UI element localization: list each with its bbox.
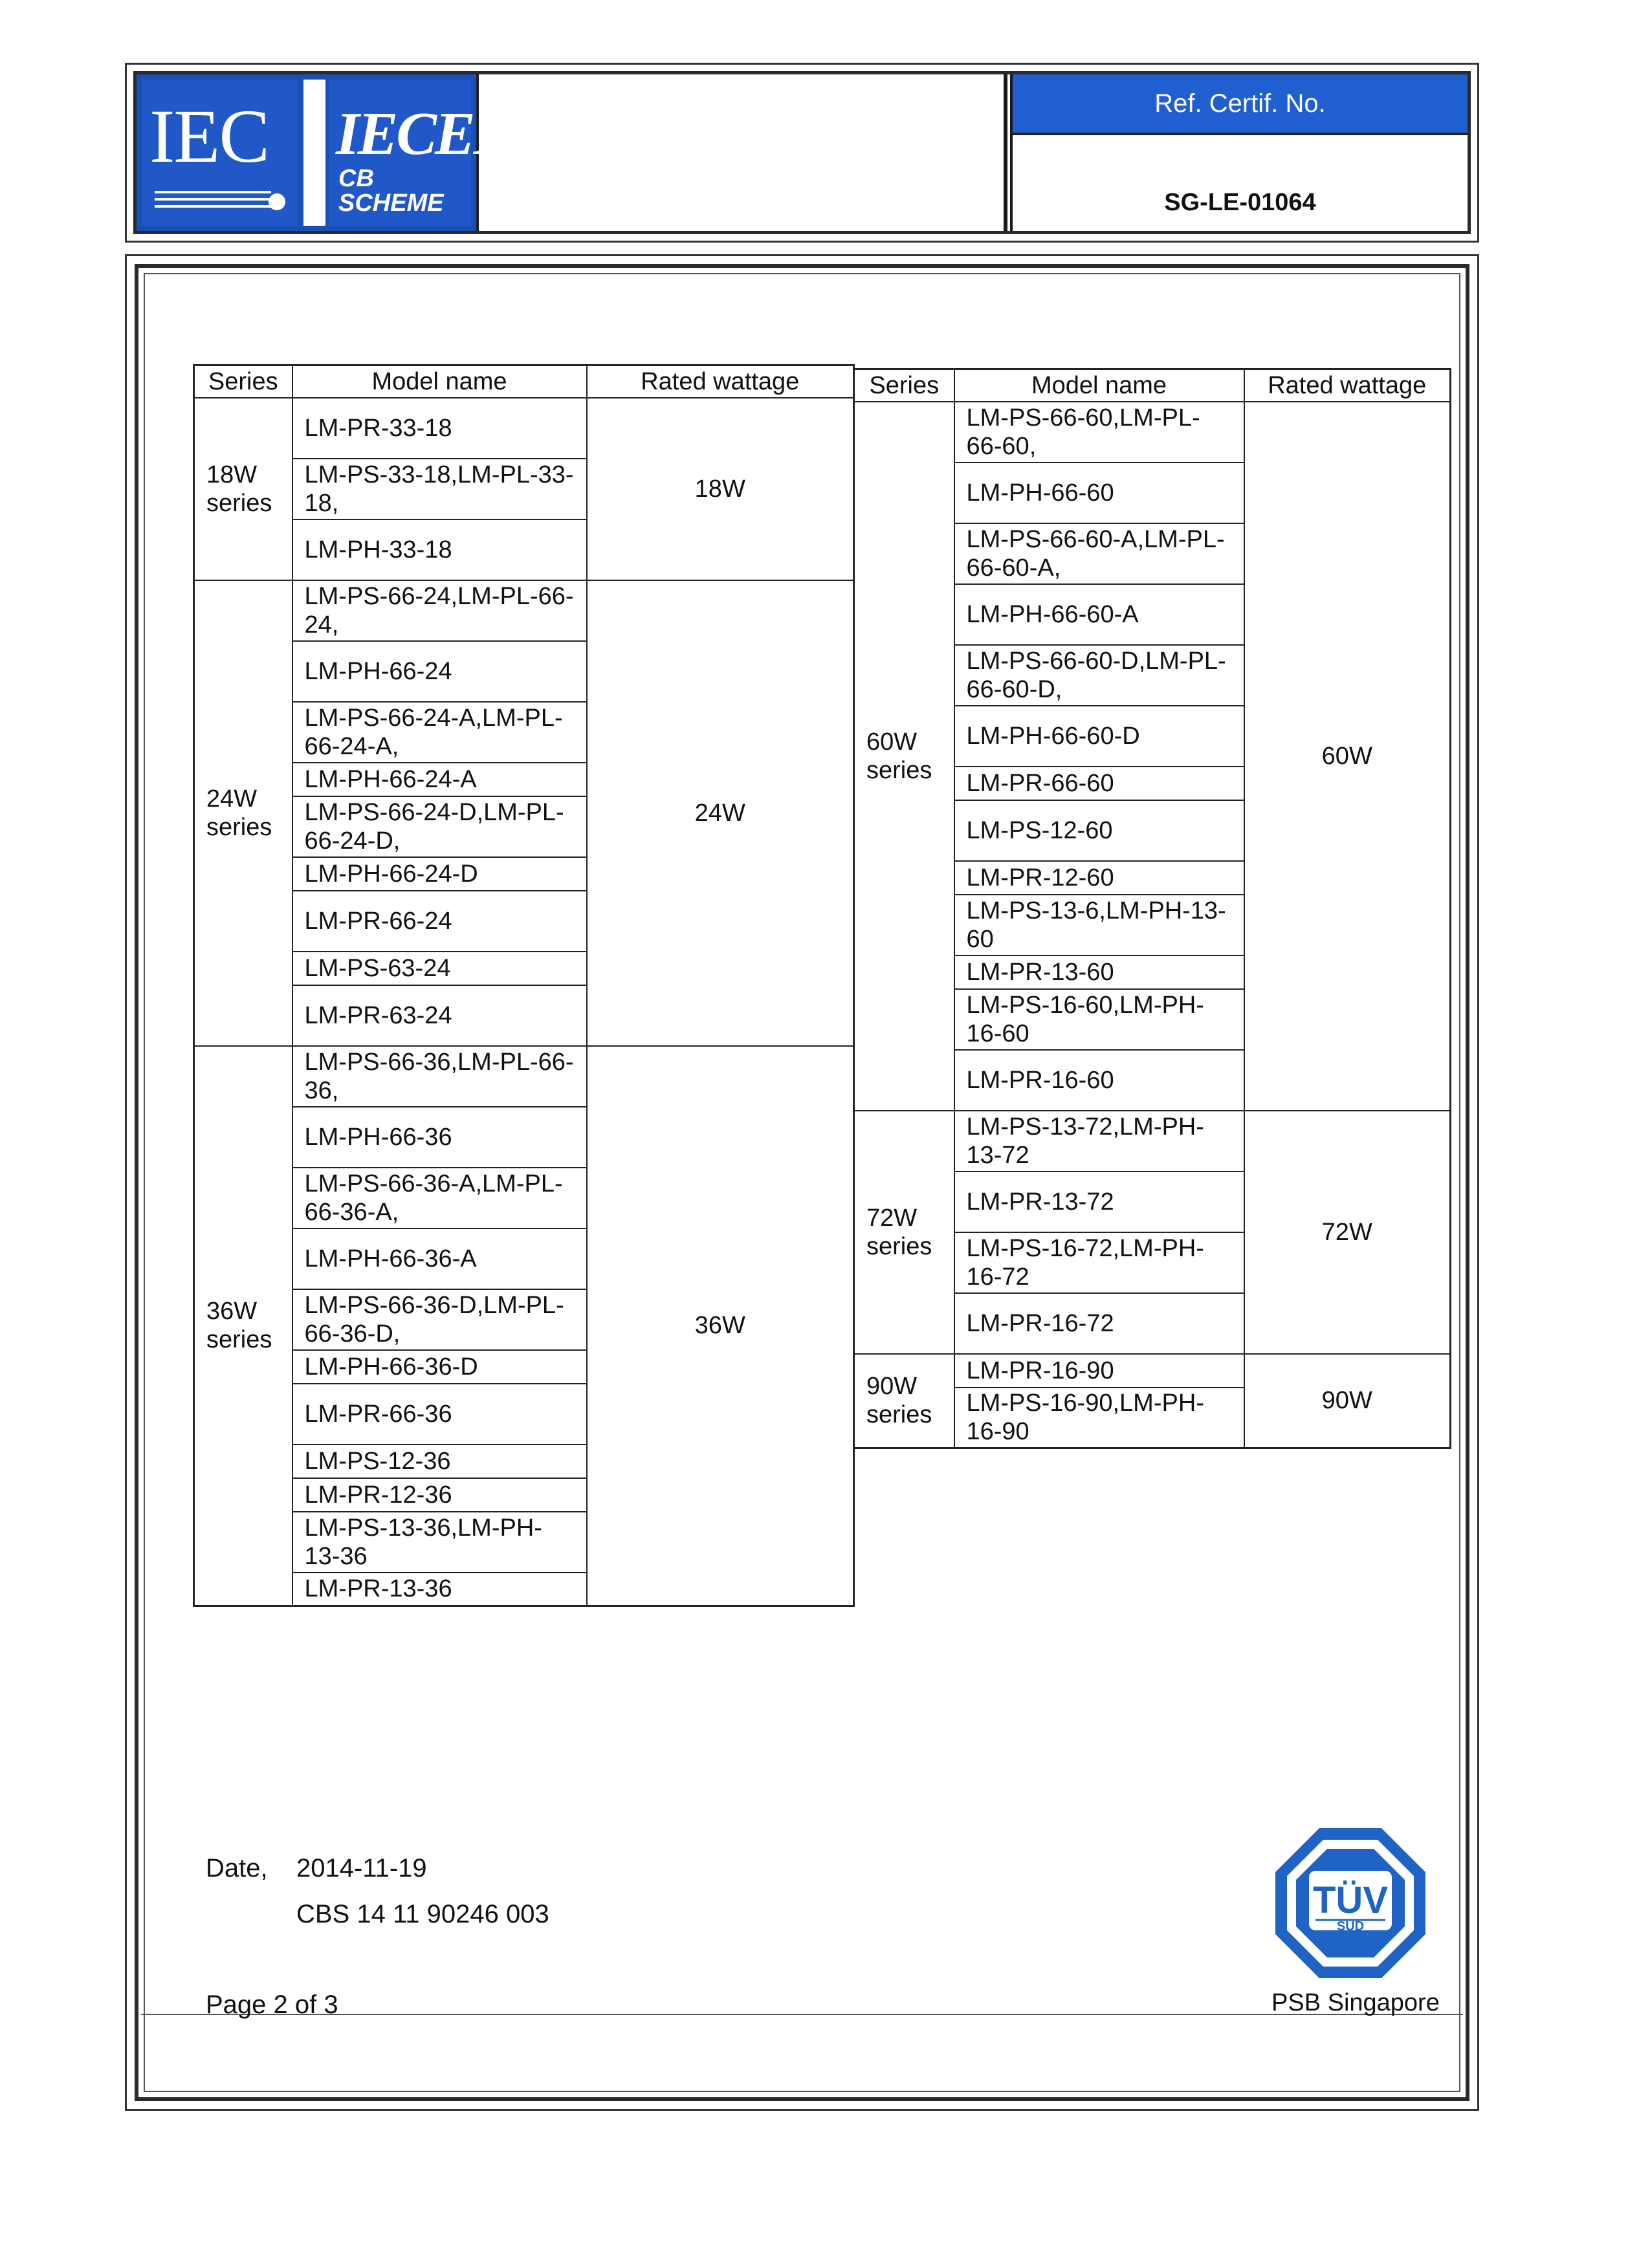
model-name-cell: LM-PS-66-60-D,LM-PL-66-60-D, [954, 645, 1244, 706]
model-name-cell: LM-PR-12-36 [292, 1478, 587, 1512]
model-name-cell: LM-PR-16-60 [954, 1050, 1244, 1111]
model-name-cell: LM-PR-66-60 [954, 767, 1244, 800]
tuv-octagon-icon [1273, 1826, 1428, 1981]
page-number: Page 2 of 3 [206, 1990, 338, 2019]
model-name-cell: LM-PR-13-36 [292, 1573, 587, 1606]
table-row [854, 402, 1451, 463]
model-name-cell: LM-PR-66-36 [292, 1384, 587, 1445]
rated-wattage-cell: 60W [1244, 402, 1451, 1111]
rated-wattage-cell: 18W [587, 398, 854, 580]
model-name-cell: LM-PH-66-60 [954, 463, 1244, 523]
logo-separator [303, 80, 325, 226]
model-name-cell: LM-PH-66-36 [292, 1107, 587, 1168]
model-name-cell: LM-PS-13-6,LM-PH-13-60 [954, 895, 1244, 955]
rated-wattage-cell: 36W [587, 1046, 854, 1606]
certificate-header [125, 63, 1479, 243]
cb-text: CB [338, 165, 374, 192]
series-cell: 36W series [194, 1046, 292, 1606]
table-row [194, 398, 854, 459]
table-row [194, 1046, 854, 1107]
model-name-cell: LM-PR-16-72 [954, 1293, 1244, 1354]
model-name-cell: LM-PH-66-60-D [954, 706, 1244, 767]
iecee-logo-text: IECEE [336, 100, 512, 168]
psb-singapore-label: PSB Singapore [1271, 1989, 1440, 2016]
table-header-row [194, 365, 854, 398]
model-name-cell: LM-PR-13-72 [954, 1172, 1244, 1232]
model-name-cell: LM-PS-16-72,LM-PH-16-72 [954, 1232, 1244, 1293]
series-header: Series [854, 369, 954, 402]
model-name-cell: LM-PS-66-36,LM-PL-66-36, [292, 1046, 587, 1107]
model-name-cell: LM-PH-66-24-A [292, 763, 587, 796]
footer-divider [141, 2014, 1463, 2015]
series-cell: 72W series [854, 1111, 954, 1354]
model-name-cell: LM-PS-13-72,LM-PH-13-72 [954, 1111, 1244, 1172]
model-name-cell: LM-PS-33-18,LM-PL-33-18, [292, 459, 587, 519]
ref-certif-label: Ref. Certif. No. [1013, 74, 1468, 135]
model-name-cell: LM-PS-66-60,LM-PL-66-60, [954, 402, 1244, 463]
table-header-row [854, 369, 1451, 402]
series-cell: 18W series [194, 398, 292, 580]
model-name-cell: LM-PS-66-36-A,LM-PL-66-36-A, [292, 1168, 587, 1228]
model-name-cell: LM-PR-12-60 [954, 861, 1244, 895]
tuv-sud-logo [1273, 1826, 1428, 1981]
model-name-cell: LM-PS-66-36-D,LM-PL-66-36-D, [292, 1289, 587, 1350]
sud-text: SÜD [1336, 1919, 1365, 1934]
model-name-cell: LM-PS-66-60-A,LM-PL-66-60-A, [954, 523, 1244, 584]
model-name-cell: LM-PR-66-24 [292, 891, 587, 952]
model-name-cell: LM-PH-33-18 [292, 519, 587, 580]
table-row [854, 1354, 1451, 1388]
model-name-cell: LM-PS-16-60,LM-PH-16-60 [954, 989, 1244, 1050]
model-name-cell: LM-PH-66-36-A [292, 1228, 587, 1289]
date-value: 2014-11-19 [296, 1854, 427, 1882]
table-body [194, 398, 854, 1606]
model-name-cell: LM-PS-16-90,LM-PH-16-90 [954, 1388, 1244, 1448]
model-name-cell: LM-PR-13-60 [954, 955, 1244, 989]
table-row [194, 580, 854, 641]
ref-certif-number: SG-LE-01064 [1013, 135, 1468, 231]
iec-logo-lines [155, 191, 278, 212]
series-cell: 24W series [194, 580, 292, 1046]
model-name-cell: LM-PS-66-24-D,LM-PL-66-24-D, [292, 796, 587, 857]
model-name-cell: LM-PS-63-24 [292, 952, 587, 985]
model-name-cell: LM-PH-66-24 [292, 641, 587, 702]
model-table-left [193, 364, 855, 1607]
iecee-logo [329, 80, 512, 226]
model-name-cell: LM-PS-66-24-A,LM-PL-66-24-A, [292, 702, 587, 763]
model-name-cell: LM-PH-66-36-D [292, 1350, 587, 1384]
iec-logo [142, 80, 297, 226]
rated-wattage-cell: 24W [587, 580, 854, 1046]
model-name-header: Model name [954, 369, 1244, 402]
model-name-cell: LM-PR-16-90 [954, 1354, 1244, 1388]
rated-wattage-header: Rated wattage [1244, 369, 1451, 402]
tuv-logo-text: TÜV [1313, 1879, 1388, 1921]
header-frame [133, 71, 1471, 234]
iec-logo-dot [269, 193, 285, 210]
rated-wattage-cell: 72W [1244, 1111, 1451, 1354]
series-cell: 60W series [854, 402, 954, 1111]
header-blank-field [479, 74, 1013, 231]
model-name-cell: LM-PH-66-24-D [292, 857, 587, 891]
model-name-cell: LM-PS-12-36 [292, 1445, 587, 1478]
model-name-cell: LM-PS-12-60 [954, 800, 1244, 861]
series-cell: 90W series [854, 1354, 954, 1448]
reference-box [1013, 74, 1468, 231]
series-header: Series [194, 365, 292, 398]
date-label: Date, [206, 1854, 268, 1882]
model-name-cell: LM-PS-66-24,LM-PL-66-24, [292, 580, 587, 641]
model-name-cell: LM-PS-13-36,LM-PH-13-36 [292, 1512, 587, 1573]
model-name-cell: LM-PH-66-60-A [954, 584, 1244, 645]
model-name-cell: LM-PR-33-18 [292, 398, 587, 459]
model-name-header: Model name [292, 365, 587, 398]
table-body [854, 402, 1451, 1448]
scheme-text: SCHEME [338, 190, 444, 217]
logo-area [137, 74, 512, 231]
model-table-right [853, 368, 1451, 1449]
cbs-number: CBS 14 11 90246 003 [296, 1900, 549, 1928]
table-row [854, 1111, 1451, 1172]
model-name-cell: LM-PR-63-24 [292, 985, 587, 1046]
rated-wattage-cell: 90W [1244, 1354, 1451, 1448]
iec-logo-text: IEC [149, 94, 269, 179]
rated-wattage-header: Rated wattage [587, 365, 854, 398]
